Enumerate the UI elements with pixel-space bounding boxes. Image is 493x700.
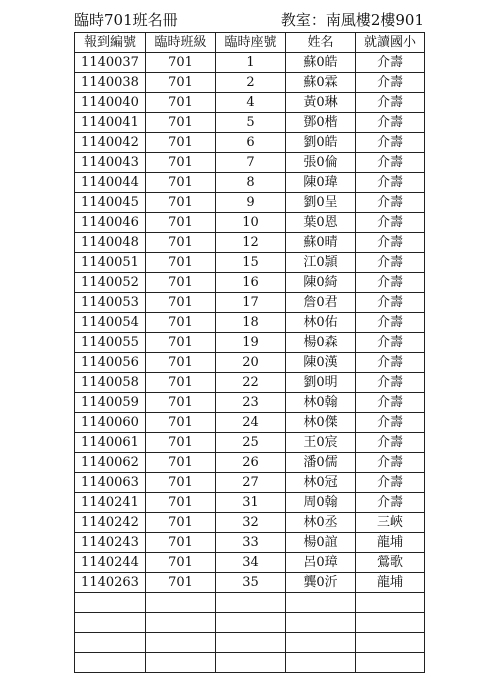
elementary-school-cell: 龍埔 (356, 533, 425, 553)
table-row (75, 213, 425, 233)
temp-seat-cell: 25 (216, 433, 286, 453)
temp-seat-cell: 27 (216, 473, 286, 493)
student-name-cell: 林0佑 (286, 313, 356, 333)
elementary-school-cell: 介壽 (356, 113, 425, 133)
temp-seat-cell: 33 (216, 533, 286, 553)
student-name-cell: 陳0漢 (286, 353, 356, 373)
table-row (75, 133, 425, 153)
registration-no-cell: 1140044 (75, 173, 146, 193)
col-header-temp-seat: 臨時座號 (216, 33, 286, 53)
student-name-cell: 張0倫 (286, 153, 356, 173)
empty-cell (216, 633, 286, 653)
table-row (75, 493, 425, 513)
temp-class-cell: 701 (146, 153, 216, 173)
table-row (75, 513, 425, 533)
roster-header (74, 10, 424, 32)
elementary-school-cell: 介壽 (356, 253, 425, 273)
student-name-cell: 江0頴 (286, 253, 356, 273)
table-row (75, 273, 425, 293)
temp-class-cell: 701 (146, 133, 216, 153)
elementary-school-cell: 三峽 (356, 513, 425, 533)
empty-cell (146, 613, 216, 633)
temp-class-cell: 701 (146, 433, 216, 453)
registration-no-cell: 1140038 (75, 73, 146, 93)
classroom-label: 教室：南風樓2樓901 (280, 11, 424, 29)
empty-cell (286, 593, 356, 613)
temp-seat-cell: 34 (216, 553, 286, 573)
temp-class-cell: 701 (146, 473, 216, 493)
student-name-cell: 王0宸 (286, 433, 356, 453)
elementary-school-cell: 介壽 (356, 453, 425, 473)
temp-class-cell: 701 (146, 313, 216, 333)
registration-no-cell: 1140058 (75, 373, 146, 393)
table-row (75, 553, 425, 573)
student-name-cell: 潘0儒 (286, 453, 356, 473)
registration-no-cell: 1140037 (75, 53, 146, 73)
temp-class-cell: 701 (146, 333, 216, 353)
empty-cell (356, 593, 425, 613)
table-row (75, 113, 425, 133)
registration-no-cell: 1140061 (75, 433, 146, 453)
temp-seat-cell: 8 (216, 173, 286, 193)
empty-cell (286, 653, 356, 673)
elementary-school-cell: 介壽 (356, 173, 425, 193)
empty-table-row (75, 593, 425, 613)
student-name-cell: 林0冠 (286, 473, 356, 493)
student-name-cell: 林0傑 (286, 413, 356, 433)
student-name-cell: 楊0誼 (286, 533, 356, 553)
registration-no-cell: 1140042 (75, 133, 146, 153)
student-name-cell: 林0丞 (286, 513, 356, 533)
temp-seat-cell: 9 (216, 193, 286, 213)
table-row (75, 333, 425, 353)
table-row (75, 253, 425, 273)
table-row (75, 173, 425, 193)
temp-class-cell: 701 (146, 513, 216, 533)
registration-no-cell: 1140053 (75, 293, 146, 313)
student-name-cell: 劉0呈 (286, 193, 356, 213)
temp-class-cell: 701 (146, 273, 216, 293)
col-header-registration-no: 報到編號 (75, 33, 146, 53)
elementary-school-cell: 介壽 (356, 353, 425, 373)
empty-table-row (75, 613, 425, 633)
table-row (75, 393, 425, 413)
elementary-school-cell: 介壽 (356, 133, 425, 153)
table-row (75, 453, 425, 473)
empty-table-row (75, 653, 425, 673)
table-row (75, 233, 425, 253)
temp-seat-cell: 31 (216, 493, 286, 513)
empty-cell (146, 633, 216, 653)
empty-cell (216, 613, 286, 633)
temp-class-cell: 701 (146, 573, 216, 593)
roster-title: 臨時701班名冊 (74, 11, 178, 29)
temp-class-cell: 701 (146, 493, 216, 513)
temp-class-cell: 701 (146, 393, 216, 413)
registration-no-cell: 1140040 (75, 93, 146, 113)
temp-seat-cell: 5 (216, 113, 286, 133)
temp-seat-cell: 35 (216, 573, 286, 593)
elementary-school-cell: 介壽 (356, 293, 425, 313)
registration-no-cell: 1140056 (75, 353, 146, 373)
table-row (75, 73, 425, 93)
temp-seat-cell: 4 (216, 93, 286, 113)
elementary-school-cell: 介壽 (356, 233, 425, 253)
elementary-school-cell: 鶯歌 (356, 553, 425, 573)
registration-no-cell: 1140045 (75, 193, 146, 213)
roster-body (75, 53, 425, 673)
empty-cell (75, 633, 146, 653)
temp-seat-cell: 32 (216, 513, 286, 533)
empty-cell (216, 653, 286, 673)
temp-seat-cell: 1 (216, 53, 286, 73)
registration-no-cell: 1140243 (75, 533, 146, 553)
temp-class-cell: 701 (146, 173, 216, 193)
col-header-name: 姓名 (286, 33, 356, 53)
registration-no-cell: 1140059 (75, 393, 146, 413)
elementary-school-cell: 介壽 (356, 433, 425, 453)
registration-no-cell: 1140244 (75, 553, 146, 573)
empty-cell (356, 653, 425, 673)
registration-no-cell: 1140041 (75, 113, 146, 133)
temp-seat-cell: 19 (216, 333, 286, 353)
elementary-school-cell: 介壽 (356, 93, 425, 113)
registration-no-cell: 1140051 (75, 253, 146, 273)
table-row (75, 473, 425, 493)
table-row (75, 153, 425, 173)
temp-class-cell: 701 (146, 233, 216, 253)
col-header-elementary-school: 就讀國小 (356, 33, 425, 53)
empty-cell (216, 593, 286, 613)
empty-table-row (75, 633, 425, 653)
table-row (75, 373, 425, 393)
temp-class-cell: 701 (146, 213, 216, 233)
elementary-school-cell: 介壽 (356, 193, 425, 213)
student-name-cell: 呂0璋 (286, 553, 356, 573)
registration-no-cell: 1140052 (75, 273, 146, 293)
empty-cell (75, 653, 146, 673)
temp-class-cell: 701 (146, 93, 216, 113)
temp-class-cell: 701 (146, 373, 216, 393)
temp-seat-cell: 20 (216, 353, 286, 373)
roster-table (74, 32, 425, 673)
registration-no-cell: 1140043 (75, 153, 146, 173)
temp-class-cell: 701 (146, 193, 216, 213)
registration-no-cell: 1140060 (75, 413, 146, 433)
registration-no-cell: 1140062 (75, 453, 146, 473)
empty-cell (75, 593, 146, 613)
col-header-temp-class: 臨時班級 (146, 33, 216, 53)
table-row (75, 573, 425, 593)
elementary-school-cell: 介壽 (356, 473, 425, 493)
temp-seat-cell: 26 (216, 453, 286, 473)
elementary-school-cell: 介壽 (356, 53, 425, 73)
empty-cell (75, 613, 146, 633)
student-name-cell: 蘇0晴 (286, 233, 356, 253)
elementary-school-cell: 介壽 (356, 393, 425, 413)
student-name-cell: 鄧0楷 (286, 113, 356, 133)
registration-no-cell: 1140048 (75, 233, 146, 253)
registration-no-cell: 1140054 (75, 313, 146, 333)
empty-cell (146, 653, 216, 673)
student-name-cell: 蘇0皓 (286, 53, 356, 73)
registration-no-cell: 1140263 (75, 573, 146, 593)
elementary-school-cell: 介壽 (356, 73, 425, 93)
temp-seat-cell: 16 (216, 273, 286, 293)
table-row (75, 293, 425, 313)
table-row (75, 193, 425, 213)
temp-class-cell: 701 (146, 293, 216, 313)
table-row (75, 353, 425, 373)
temp-seat-cell: 10 (216, 213, 286, 233)
table-row (75, 53, 425, 73)
elementary-school-cell: 龍埔 (356, 573, 425, 593)
empty-cell (286, 613, 356, 633)
empty-cell (286, 633, 356, 653)
temp-seat-cell: 7 (216, 153, 286, 173)
elementary-school-cell: 介壽 (356, 213, 425, 233)
registration-no-cell: 1140046 (75, 213, 146, 233)
registration-no-cell: 1140241 (75, 493, 146, 513)
student-name-cell: 陳0綺 (286, 273, 356, 293)
temp-seat-cell: 2 (216, 73, 286, 93)
elementary-school-cell: 介壽 (356, 333, 425, 353)
elementary-school-cell: 介壽 (356, 413, 425, 433)
student-name-cell: 黃0琳 (286, 93, 356, 113)
empty-cell (146, 593, 216, 613)
student-name-cell: 龔0沂 (286, 573, 356, 593)
elementary-school-cell: 介壽 (356, 373, 425, 393)
table-row (75, 433, 425, 453)
registration-no-cell: 1140063 (75, 473, 146, 493)
table-row (75, 93, 425, 113)
student-name-cell: 蘇0霖 (286, 73, 356, 93)
temp-seat-cell: 23 (216, 393, 286, 413)
temp-seat-cell: 24 (216, 413, 286, 433)
student-name-cell: 詹0君 (286, 293, 356, 313)
header-row (75, 33, 425, 53)
empty-cell (356, 633, 425, 653)
temp-class-cell: 701 (146, 253, 216, 273)
registration-no-cell: 1140055 (75, 333, 146, 353)
empty-cell (356, 613, 425, 633)
temp-class-cell: 701 (146, 53, 216, 73)
temp-class-cell: 701 (146, 113, 216, 133)
temp-seat-cell: 22 (216, 373, 286, 393)
student-name-cell: 陳0瑋 (286, 173, 356, 193)
elementary-school-cell: 介壽 (356, 273, 425, 293)
temp-class-cell: 701 (146, 413, 216, 433)
temp-seat-cell: 18 (216, 313, 286, 333)
student-name-cell: 劉0皓 (286, 133, 356, 153)
student-name-cell: 楊0森 (286, 333, 356, 353)
temp-class-cell: 701 (146, 353, 216, 373)
temp-class-cell: 701 (146, 73, 216, 93)
elementary-school-cell: 介壽 (356, 313, 425, 333)
table-row (75, 533, 425, 553)
temp-seat-cell: 15 (216, 253, 286, 273)
temp-class-cell: 701 (146, 453, 216, 473)
student-name-cell: 周0翰 (286, 493, 356, 513)
student-name-cell: 劉0明 (286, 373, 356, 393)
temp-seat-cell: 12 (216, 233, 286, 253)
elementary-school-cell: 介壽 (356, 153, 425, 173)
student-name-cell: 葉0恩 (286, 213, 356, 233)
temp-class-cell: 701 (146, 553, 216, 573)
temp-seat-cell: 6 (216, 133, 286, 153)
temp-class-cell: 701 (146, 533, 216, 553)
table-row (75, 313, 425, 333)
registration-no-cell: 1140242 (75, 513, 146, 533)
elementary-school-cell: 介壽 (356, 493, 425, 513)
student-name-cell: 林0翰 (286, 393, 356, 413)
table-row (75, 413, 425, 433)
temp-seat-cell: 17 (216, 293, 286, 313)
